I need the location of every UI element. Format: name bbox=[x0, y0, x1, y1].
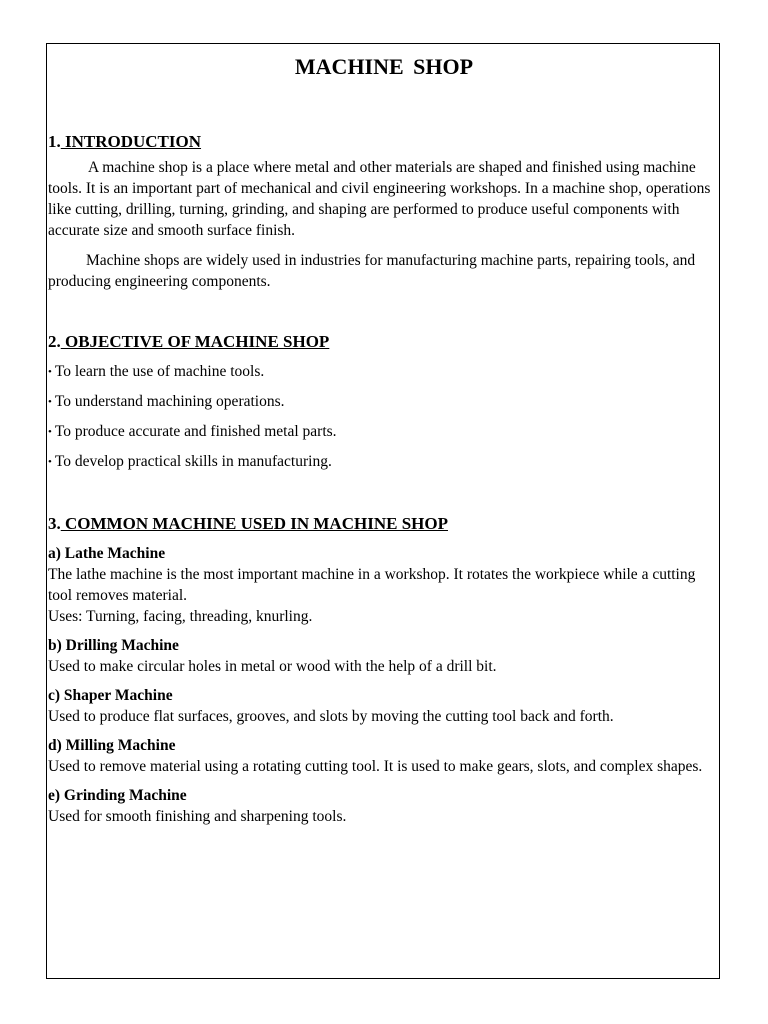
machine-description-grinding: Used for smooth finishing and sharpening tools. bbox=[48, 808, 347, 825]
intro-paragraph-1: A machine shop is a place where metal and other materials are shaped and finished using machine tools. It is an important part of mechanical and civil engineering workshops. In a machine shop, operations like cutting, drilling, turning, grinding, and shaping are performed to produce useful components with accurate size and smooth surface finish. bbox=[48, 159, 711, 239]
objective-item-text: To learn the use of machine tools. bbox=[54, 363, 265, 380]
machine-name-milling: d) Milling Machine bbox=[48, 737, 176, 754]
objective-item-text: To develop practical skills in manufacturing. bbox=[54, 453, 332, 470]
objective-list-item bbox=[48, 361, 720, 383]
section-heading-machines bbox=[48, 513, 720, 535]
section-title: INTRODUCTION bbox=[60, 132, 202, 151]
objective-list-item bbox=[48, 391, 720, 413]
machine-name-lathe: a) Lathe Machine bbox=[48, 545, 166, 562]
section-heading-introduction bbox=[48, 131, 720, 153]
section-number: 1. bbox=[48, 132, 61, 151]
objective-item-text: To produce accurate and finished metal parts. bbox=[54, 423, 337, 440]
objective-item-text: To understand machining operations. bbox=[54, 393, 285, 410]
objective-list-item bbox=[48, 421, 720, 443]
machine-name-shaper: c) Shaper Machine bbox=[48, 687, 173, 704]
machine-description-milling: Used to remove material using a rotating cutting tool. It is used to make gears, slots, and complex shapes. bbox=[48, 758, 703, 775]
machine-description-shaper: Used to produce flat surfaces, grooves, and slots by moving the cutting tool back and forth. bbox=[48, 708, 614, 725]
bullet-icon: • bbox=[48, 396, 52, 408]
section-title: OBJECTIVE OF MACHINE SHOP bbox=[60, 332, 330, 351]
machine-name-grinding: e) Grinding Machine bbox=[48, 787, 187, 804]
bullet-icon: • bbox=[48, 426, 52, 438]
machine-description-lathe: The lathe machine is the most important machine in a workshop. It rotates the workpiece while a cutting tool removes material. bbox=[48, 566, 696, 604]
bullet-icon: • bbox=[48, 456, 52, 468]
machine-name-drilling: b) Drilling Machine bbox=[48, 637, 179, 654]
intro-paragraph-2: Machine shops are widely used in industries for manufacturing machine parts, repairing tools, and producing engineering components. bbox=[48, 252, 696, 290]
section-heading-objective bbox=[48, 331, 720, 353]
section-number: 3. bbox=[48, 514, 61, 533]
section-title: COMMON MACHINE USED IN MACHINE SHOP bbox=[60, 514, 448, 533]
objective-list-item bbox=[48, 451, 720, 473]
document-body bbox=[48, 52, 720, 827]
machine-description-drilling: Used to make circular holes in metal or wood with the help of a drill bit. bbox=[48, 658, 497, 675]
document-title: MACHINE SHOP bbox=[294, 54, 474, 79]
bullet-icon: • bbox=[48, 366, 52, 378]
machine-uses-lathe: Uses: Turning, facing, threading, knurling. bbox=[48, 608, 313, 625]
section-number: 2. bbox=[48, 332, 61, 351]
